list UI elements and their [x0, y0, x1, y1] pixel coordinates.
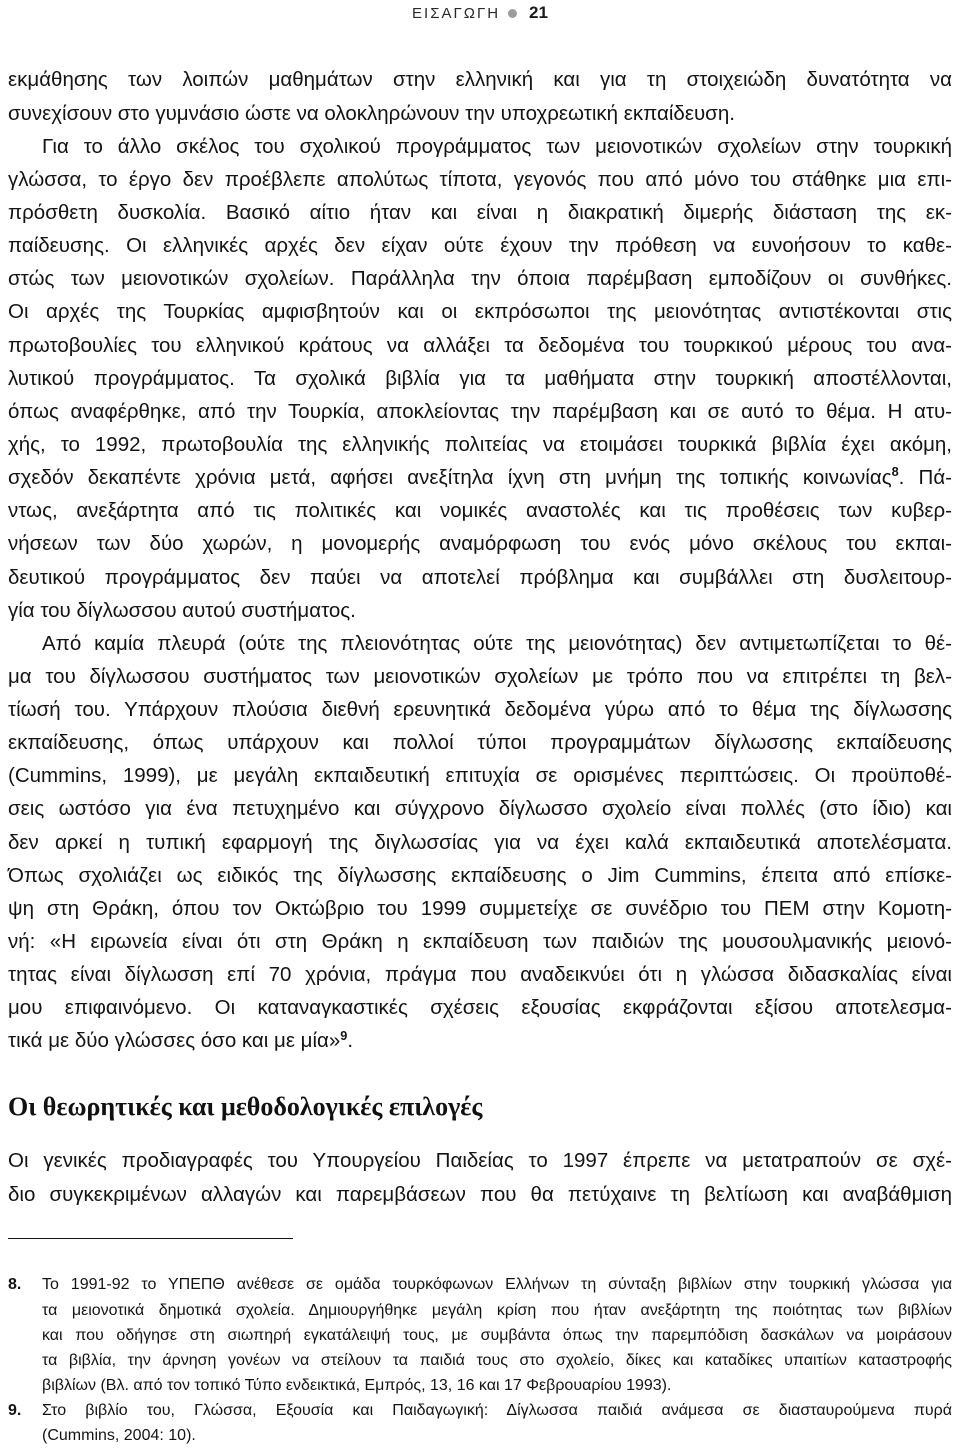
paragraph	[8, 627, 952, 1058]
text-line: ντως, ανεξάρτητα από τις πολιτικές και νομικές αναστολές και τις προθέσεις των κυβερ-	[8, 499, 952, 523]
text-segment: τικά με δύο γλώσσες όσο και με μία»	[8, 1029, 341, 1053]
text-line: πρόσθετη δυσκολία. Βασικό αίτιο ήταν και είναι η διακρατική διμερής διάσταση της εκ-	[8, 200, 952, 224]
text-line: εκμάθησης των λοιπών μαθημάτων στην ελληνική και για τη στοιχειώδη δυνατότητα να	[8, 68, 952, 92]
running-header	[0, 0, 960, 26]
footnote-reference: 9	[340, 1027, 348, 1043]
footnote-number: 9.	[8, 1402, 22, 1420]
text-line: (Cummins, 1999), με μεγάλη εκπαιδευτική επιτυχία σε ορισμένες περιπτώσεις. Οι προϋποθέ-	[8, 764, 952, 788]
text-line: (Cummins, 2004: 10).	[42, 1427, 196, 1445]
section-body-text	[8, 1144, 952, 1210]
text-line: γία του δίγλωσσου αυτού συστήματος.	[8, 598, 356, 622]
footnote	[8, 1398, 952, 1448]
text-line: γλώσσα, το έργο δεν προέβλεπε απολύτως τίποτα, γεγονός που από μόνο του στάθηκε μια επι-	[8, 167, 952, 191]
text-line: τίωσή του. Υπάρχουν πλούσια διεθνή ερευνητικά δεδομένα γύρω από το θέμα της δίγλωσσης	[8, 698, 952, 722]
text-line: δευτικού προγράμματος δεν παύει να αποτελεί πρόβλημα και συμβάλλει στη δυσλειτουρ-	[8, 565, 952, 589]
section-heading: Οι θεωρητικές και μεθοδολογικές επιλογές	[8, 1092, 483, 1121]
footnote-separator	[8, 1238, 293, 1240]
text-line: πρωτοβουλίες του ελληνικού κράτους να αλλάξει τα δεδομένα του τουρκικού μέρους του ανα-	[8, 333, 952, 357]
text-segment: . Πά-	[898, 466, 952, 490]
text-line: Από καμία πλευρά (ούτε της πλειονότητας ούτε της μειονότητας) δεν αντιμετωπίζεται το θέ-	[42, 631, 952, 655]
text-line: Το 1991-92 το ΥΠΕΠΘ ανέθεσε σε ομάδα τουρκόφωνων Ελλήνων τη σύνταξη βιβλίων στην τουρκική γλώσσα για	[42, 1276, 952, 1294]
text-line: Για το άλλο σκέλος του σχολικού προγράμματος των μειονοτικών σχολείων στην τουρκική	[42, 134, 952, 158]
text-line: ψη στη Θράκη, όπου τον Οκτώβριο του 1999 συμμετείχε σε συνέδριο του ΠΕΜ στην Κομοτη-	[8, 896, 952, 920]
text-line: Όπως σχολιάζει ως ειδικός της δίγλωσσης εκπαίδευσης ο Jim Cummins, έπειτα από επίσκε-	[8, 863, 952, 887]
running-header-title: ΕΙΣΑΓΩΓΗ	[412, 4, 501, 22]
text-segment: σχεδόν δεκαπέντε χρόνια μετά, αφήσει ανεξίτηλα ίχνη στη μνήμη της τοπικής κοινωνίας	[8, 466, 892, 490]
text-line: τα βιβλία, την άρνηση γονέων να στείλουν τα παιδιά τους στο σχολείο, δίκες και καταδίκες υπαιτίων καταστροφής	[42, 1351, 952, 1369]
text-line	[8, 1024, 952, 1057]
text-line: λυτικού προγράμματος. Τα σχολικά βιβλία για τα μαθήματα στην τουρκική αποστέλλονται,	[8, 366, 952, 390]
text-line: τητας είναι δίγλωσση επί 70 χρόνια, πράγμα που αναδεικνύει ότι η γλώσσα διδασκαλίας είναι	[8, 963, 952, 987]
text-line: και που οδήγησε στη σιωπηρή εγκατάλειψή τους, με συμβάντα όπως την παρεμπόδιση δασκάλων να μοιράσουν	[42, 1326, 952, 1344]
text-line: μα του δίγλωσσου συστήματος των μειονοτικών σχολείων με τρόπο που να επιτρέπει τη βελ-	[8, 664, 952, 688]
text-line	[8, 461, 952, 494]
footnote-text	[42, 1272, 952, 1398]
text-line: όπως αναφέρθηκε, από την Τουρκία, αποκλείοντας την παρέμβαση και σε αυτό το θέμα. Η ατυ-	[8, 399, 952, 423]
text-line: μου επιφαινόμενο. Οι καταναγκαστικές σχέσεις εξουσίας εκφράζονται εξίσου αποτελεσμα-	[8, 996, 952, 1020]
text-line: εκπαίδευσης, όπως υπάρχουν και πολλοί τύποι προγραμμάτων δίγλωσσης εκπαίδευσης	[8, 731, 952, 755]
paragraph	[8, 1144, 952, 1210]
text-line: Στο βιβλίο του, Γλώσσα, Εξουσία και Παιδαγωγική: Δίγλωσσα παιδιά ανάμεσα σε διασταυρούμενα πυρά	[42, 1402, 952, 1420]
text-line: στώς των μειονοτικών σχολείων. Παράλληλα την όποια παρέμβαση εμποδίζουν οι συνθήκες.	[8, 267, 952, 291]
paragraph	[8, 130, 952, 627]
text-line: Οι αρχές της Τουρκίας αμφισβητούν και οι εκπρόσωποι της μειονότητας αντιστέκονται στις	[8, 300, 952, 324]
footnote-number: 8.	[8, 1276, 22, 1294]
footnote-reference: 8	[891, 464, 899, 480]
text-line: σεις ωστόσο για ένα πετυχημένο και σύγχρονο δίγλωσσο σχολείο είναι πολλές (στο ίδιο) και	[8, 797, 952, 821]
text-line: παίδευσης. Οι ελληνικές αρχές δεν είχαν ούτε έχουν την πρόθεση να ευνοήσουν το καθε-	[8, 234, 952, 258]
paragraph	[8, 63, 952, 129]
text-line: Οι γενικές προδιαγραφές του Υπουργείου Παιδείας το 1997 έπρεπε να μετατραπούν σε σχέ-	[8, 1149, 952, 1173]
footnotes	[8, 1272, 952, 1448]
bullet-icon	[508, 9, 517, 18]
text-line: δεν αρκεί η τυπική εφαρμογή της διγλωσσίας για να έχει καλά εκπαιδευτικά αποτελέσματα.	[8, 830, 952, 854]
main-body-text	[8, 63, 952, 1057]
text-line: συνεχίσουν στο γυμνάσιο ώστε να ολοκληρώνουν την υποχρεωτική εκπαίδευση.	[8, 101, 735, 125]
text-line: διο συγκεκριμένων αλλαγών και παρεμβάσεων που θα πετύχαινε τη βελτίωση και αναβάθμιση	[8, 1182, 952, 1206]
page-number: 21	[529, 3, 548, 22]
text-line: νήσεων των δύο χωρών, η μονομερής αναμόρφωση του ενός μόνο σκέλους του εκπαι-	[8, 532, 952, 556]
footnote	[8, 1272, 952, 1398]
text-segment: .	[347, 1029, 354, 1053]
text-line: χής, το 1992, πρωτοβουλία της ελληνικής πολιτείας να ετοιμάσει τουρκικά βιβλία έχει ακόμη,	[8, 432, 952, 456]
footnote-text	[42, 1398, 952, 1448]
text-line: νή: «Η ειρωνεία είναι ότι στη Θράκη η εκπαίδευση των παιδιών της μουσουλμανικής μειονό-	[8, 930, 952, 954]
text-line: τα μειονοτικά δημοτικά σχολεία. Δημιουργήθηκε μεγάλη κρίση που ήταν ανεξάρτητη της ποιότητας των βιβλίων	[42, 1301, 952, 1319]
text-line: βιβλίων (Βλ. από τον τοπικό Τύπο ενδεικτικά, Εμπρός, 13, 16 και 17 Φεβρουαρίου 1993).	[42, 1377, 672, 1395]
